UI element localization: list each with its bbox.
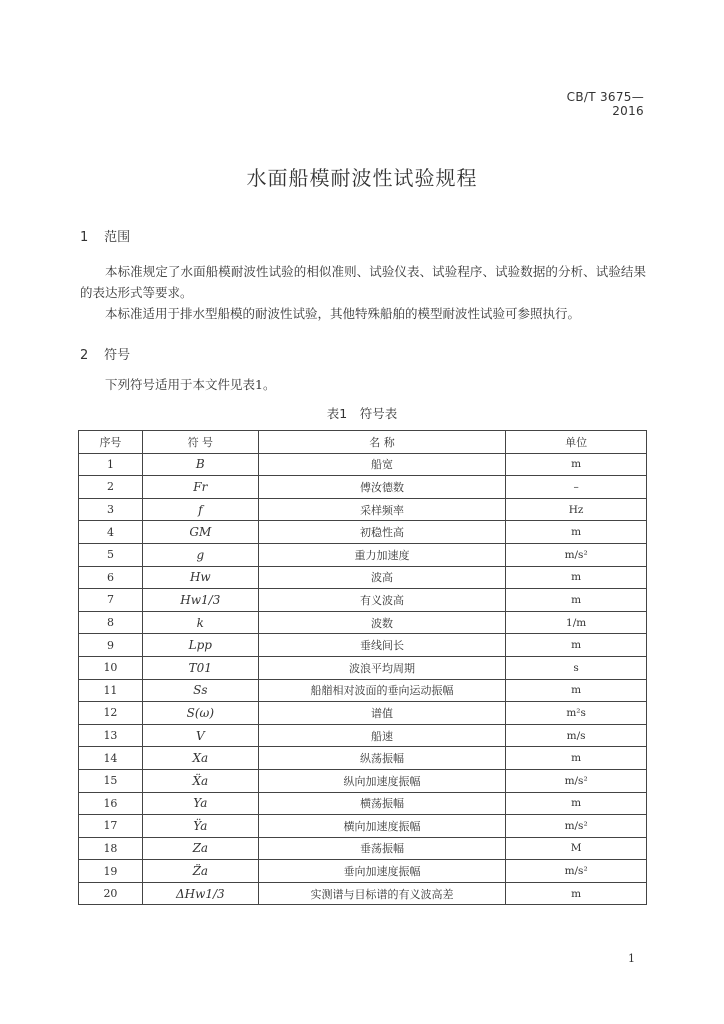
section-2-heading bbox=[80, 344, 130, 363]
section-1-heading bbox=[80, 226, 130, 245]
table-row bbox=[79, 656, 647, 679]
row-number-cell: 2 bbox=[79, 476, 143, 499]
name-cell: 纵荡振幅 bbox=[258, 747, 505, 770]
row-number-cell: 14 bbox=[79, 747, 143, 770]
section-1-title: 范围 bbox=[104, 230, 131, 245]
symbol-cell: f bbox=[142, 498, 258, 521]
table-caption: 表1 符号表 bbox=[326, 406, 398, 421]
unit-cell: m²s bbox=[506, 702, 647, 725]
table-row bbox=[79, 815, 647, 838]
name-cell: 垂向加速度振幅 bbox=[258, 860, 505, 883]
name-cell: 船速 bbox=[258, 724, 505, 747]
table-row bbox=[79, 476, 647, 499]
symbol-table bbox=[78, 430, 647, 905]
name-cell: 初稳性高 bbox=[258, 521, 505, 544]
row-number-cell: 20 bbox=[79, 882, 143, 905]
name-cell: 船艏相对波面的垂向运动振幅 bbox=[258, 679, 505, 702]
name-cell: 重力加速度 bbox=[258, 543, 505, 566]
unit-cell: 1/m bbox=[506, 611, 647, 634]
unit-cell: Hz bbox=[506, 498, 647, 521]
name-cell: 实测谱与目标谱的有义波高差 bbox=[258, 882, 505, 905]
scope-paragraph-1: 本标准规定了水面船模耐波性试验的相似准则、试验仪表、试验程序、试验数据的分析、试验结果的表达形式等要求。 bbox=[80, 264, 646, 300]
name-cell: 横向加速度振幅 bbox=[258, 815, 505, 838]
name-cell: 垂线间长 bbox=[258, 634, 505, 657]
unit-cell: m bbox=[506, 792, 647, 815]
row-number-cell: 12 bbox=[79, 702, 143, 725]
symbol-cell: Fr bbox=[142, 476, 258, 499]
name-cell: 波数 bbox=[258, 611, 505, 634]
name-cell: 波浪平均周期 bbox=[258, 656, 505, 679]
row-number-cell: 17 bbox=[79, 815, 143, 838]
symbols-intro: 下列符号适用于本文件见表1。 bbox=[105, 377, 276, 392]
symbol-cell: B bbox=[142, 453, 258, 476]
symbol-cell: T01 bbox=[142, 656, 258, 679]
name-cell: 垂荡振幅 bbox=[258, 837, 505, 860]
symbol-cell: Hw1/3 bbox=[142, 589, 258, 612]
symbol-cell: Ya bbox=[142, 792, 258, 815]
section-2-number: 2 bbox=[80, 348, 89, 363]
table-row bbox=[79, 747, 647, 770]
symbol-cell: Ss bbox=[142, 679, 258, 702]
symbol-cell: Z̈a bbox=[142, 860, 258, 883]
table-row bbox=[79, 589, 647, 612]
row-number-cell: 7 bbox=[79, 589, 143, 612]
symbol-cell: Hw bbox=[142, 566, 258, 589]
symbol-cell: g bbox=[142, 543, 258, 566]
table-row bbox=[79, 521, 647, 544]
table-row bbox=[79, 498, 647, 521]
row-number-cell: 10 bbox=[79, 656, 143, 679]
unit-cell: m/s² bbox=[506, 815, 647, 838]
symbol-cell: GM bbox=[142, 521, 258, 544]
name-cell: 谱值 bbox=[258, 702, 505, 725]
unit-cell: m/s bbox=[506, 724, 647, 747]
unit-cell: m/s² bbox=[506, 860, 647, 883]
name-cell: 波高 bbox=[258, 566, 505, 589]
table-row bbox=[79, 860, 647, 883]
unit-cell: m bbox=[506, 882, 647, 905]
unit-cell: m bbox=[506, 453, 647, 476]
name-cell: 横荡振幅 bbox=[258, 792, 505, 815]
unit-cell: – bbox=[506, 476, 647, 499]
header-symbol: 符 号 bbox=[142, 431, 258, 454]
unit-cell: s bbox=[506, 656, 647, 679]
unit-cell: m bbox=[506, 747, 647, 770]
name-cell: 采样频率 bbox=[258, 498, 505, 521]
table-row bbox=[79, 702, 647, 725]
unit-cell: m bbox=[506, 679, 647, 702]
row-number-cell: 4 bbox=[79, 521, 143, 544]
row-number-cell: 18 bbox=[79, 837, 143, 860]
name-cell: 船宽 bbox=[258, 453, 505, 476]
unit-cell: m/s² bbox=[506, 543, 647, 566]
row-number-cell: 13 bbox=[79, 724, 143, 747]
row-number-cell: 3 bbox=[79, 498, 143, 521]
table-row bbox=[79, 679, 647, 702]
row-number-cell: 19 bbox=[79, 860, 143, 883]
header-name: 名 称 bbox=[258, 431, 505, 454]
symbol-cell: Xa bbox=[142, 747, 258, 770]
table-row bbox=[79, 837, 647, 860]
section-2-body bbox=[80, 374, 646, 395]
scope-paragraph-2: 本标准适用于排水型船模的耐波性试验，其他特殊船舶的模型耐波性试验可参照执行。 bbox=[105, 306, 581, 321]
row-number-cell: 6 bbox=[79, 566, 143, 589]
unit-cell: m bbox=[506, 589, 647, 612]
unit-cell: m/s² bbox=[506, 769, 647, 792]
table-row bbox=[79, 543, 647, 566]
unit-cell: m bbox=[506, 521, 647, 544]
symbol-cell: ΔHw1/3 bbox=[142, 882, 258, 905]
row-number-cell: 15 bbox=[79, 769, 143, 792]
symbol-cell: S(ω) bbox=[142, 702, 258, 725]
symbol-cell: Ẍa bbox=[142, 769, 258, 792]
section-2-title: 符号 bbox=[104, 348, 131, 363]
table-row bbox=[79, 724, 647, 747]
table-row bbox=[79, 882, 647, 905]
header-number: 序号 bbox=[79, 431, 143, 454]
name-cell: 纵向加速度振幅 bbox=[258, 769, 505, 792]
header-unit: 单位 bbox=[506, 431, 647, 454]
unit-cell: m bbox=[506, 634, 647, 657]
page-number: 1 bbox=[628, 952, 635, 965]
table-row bbox=[79, 769, 647, 792]
row-number-cell: 5 bbox=[79, 543, 143, 566]
table-row bbox=[79, 566, 647, 589]
name-cell: 傅汝德数 bbox=[258, 476, 505, 499]
table-body bbox=[79, 453, 647, 905]
document-title: 水面船模耐波性试验规程 bbox=[246, 166, 478, 190]
name-cell: 有义波高 bbox=[258, 589, 505, 612]
table-row bbox=[79, 634, 647, 657]
symbol-cell: Lpp bbox=[142, 634, 258, 657]
table-row bbox=[79, 453, 647, 476]
row-number-cell: 8 bbox=[79, 611, 143, 634]
table-header-row bbox=[79, 431, 647, 454]
symbol-cell: k bbox=[142, 611, 258, 634]
section-1-number: 1 bbox=[80, 230, 89, 245]
symbol-cell: Za bbox=[142, 837, 258, 860]
row-number-cell: 9 bbox=[79, 634, 143, 657]
unit-cell: M bbox=[506, 837, 647, 860]
row-number-cell: 1 bbox=[79, 453, 143, 476]
unit-cell: m bbox=[506, 566, 647, 589]
row-number-cell: 16 bbox=[79, 792, 143, 815]
symbol-cell: V bbox=[142, 724, 258, 747]
symbol-cell: Ÿa bbox=[142, 815, 258, 838]
row-number-cell: 11 bbox=[79, 679, 143, 702]
table-row bbox=[79, 792, 647, 815]
standard-number: CB/T 3675—2016 bbox=[566, 90, 644, 118]
section-1-body bbox=[80, 261, 646, 324]
table-row bbox=[79, 611, 647, 634]
